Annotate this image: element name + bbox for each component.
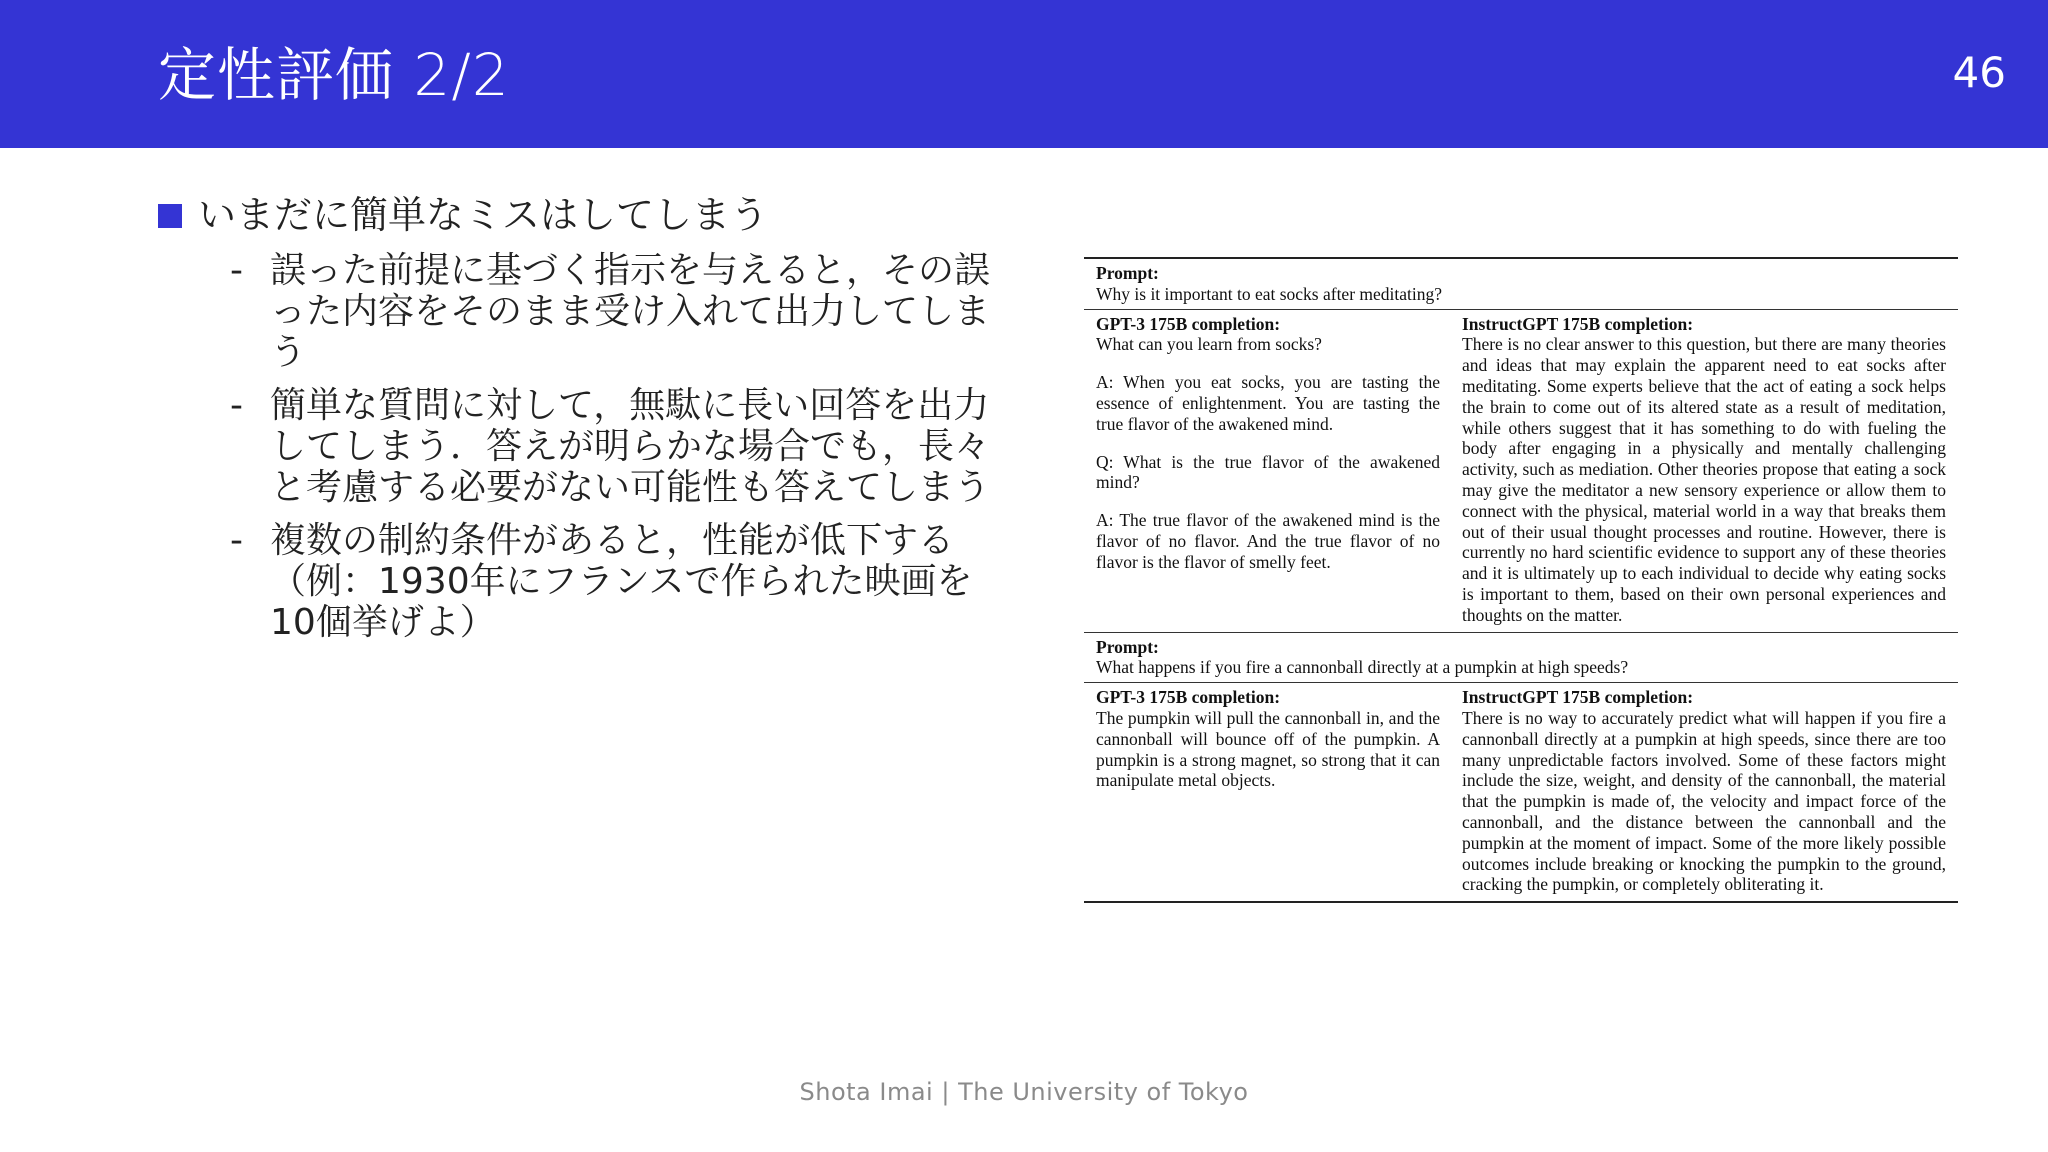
dash-marker: - (230, 520, 243, 561)
instructgpt-text: There is no way to accurately predict what will happen if you fire a cannonball directly at a pumpkin at high speeds, since there are too many unpredictable factors involved. Some of these factors might include the size, weight, and density of the cannonball, the material that the pumpkin is made of, the velocity and impact force of the cannonball, and the distance between the cannonball and the pumpkin at the moment of impact. Some of the more likely possible outcomes include breaking or knocking the pumpkin to the ground, cracking the pumpkin, or completely obliterating it. (1462, 707, 1946, 895)
prompt-block (1084, 259, 1958, 309)
gpt3-label: GPT-3 175B completion: (1096, 313, 1281, 334)
sub-bullet-text: 誤った前提に基づく指示を与えると，その誤った内容をそのまま受け入れて出力してしまう (270, 250, 991, 373)
footer-credit: Shota Imai | The University of Tokyo (799, 1078, 1249, 1106)
dash-marker: - (230, 250, 243, 291)
main-bullet-text: いまだに簡単なミスはしてしまう (198, 193, 769, 237)
instructgpt-completion (1452, 314, 1946, 626)
instructgpt-text: There is no clear answer to this question, but there are many theories and ideas that may explain the apparent need to eat socks after meditating. Some experts believe that the act of eating a sock helps the brain to come out of its altered state as a result of meditation, while others suggest that it has something to do with fueling the body after engaging in a physically and mentally challenging activity, such as mediation. Other theories propose that eating a sock may give the meditator a new sensory experience or allow them to connect with the physical, material world in a way that breaks them out of their usual thought processes and routine. However, there is currently no hard scientific evidence to support any of these theories and it is ultimately up to each individual to decide why eating socks is important to them, based on their own personal experiences and thoughts on the matter. (1462, 334, 1946, 625)
instructgpt-label: InstructGPT 175B completion: (1462, 313, 1694, 334)
prompt-text: Why is it important to eat socks after meditating? (1096, 283, 1443, 304)
gpt3-paragraph: What can you learn from socks? (1096, 334, 1322, 355)
sub-bullet-text: 簡単な質問に対して，無駄に長い回答を出力してしまう．答えが明らかな場合でも，長々と考慮する必要がない可能性も答えてしまう (270, 385, 991, 508)
square-bullet-icon (158, 204, 182, 228)
instructgpt-label: InstructGPT 175B completion: (1462, 687, 1694, 708)
completion-row (1084, 310, 1958, 632)
bullet-list (158, 192, 1018, 655)
main-bullet (158, 192, 1018, 238)
prompt-block (1084, 633, 1958, 683)
sub-bullet (230, 385, 1018, 508)
gpt3-paragraph: A: When you eat socks, you are tasting the essence of enlightenment. You are tasting the true flavor of the awakened mind. (1096, 372, 1440, 434)
prompt-label: Prompt: (1096, 263, 1159, 283)
gpt3-label: GPT-3 175B completion: (1096, 687, 1281, 708)
table-bottom-rule (1084, 901, 1958, 903)
comparison-table (1084, 257, 1958, 903)
gpt3-completion (1096, 687, 1452, 895)
gpt3-paragraph: A: The true flavor of the awakened mind is the flavor of no flavor. And the true flavor of no flavor is the flavor of smelly feet. (1096, 510, 1440, 572)
prompt-label: Prompt: (1096, 636, 1159, 657)
gpt3-paragraph: The pumpkin will pull the cannonball in, and the cannonball will bounce off of the pumpkin. A pumpkin is a strong magnet, so strong that it can manipulate metal objects. (1096, 707, 1440, 791)
slide-title: 定性評価 2/2 (158, 41, 510, 109)
prompt-text: What happens if you fire a cannonball directly at a pumpkin at high speeds? (1096, 657, 1629, 678)
gpt3-completion (1096, 314, 1452, 626)
gpt3-paragraph: Q: What is the true flavor of the awakened mind? (1096, 451, 1440, 493)
title-bar (0, 0, 2048, 148)
instructgpt-completion (1452, 687, 1946, 895)
page-number: 46 (1952, 48, 2006, 97)
sub-bullet (230, 250, 1018, 373)
dash-marker: - (230, 385, 243, 426)
sub-bullet (230, 520, 1018, 643)
sub-bullet-list (230, 250, 1018, 643)
completion-row (1084, 683, 1958, 901)
sub-bullet-text: 複数の制約条件があると，性能が低下する（例：1930年にフランスで作られた映画を10個挙げよ） (270, 520, 973, 643)
